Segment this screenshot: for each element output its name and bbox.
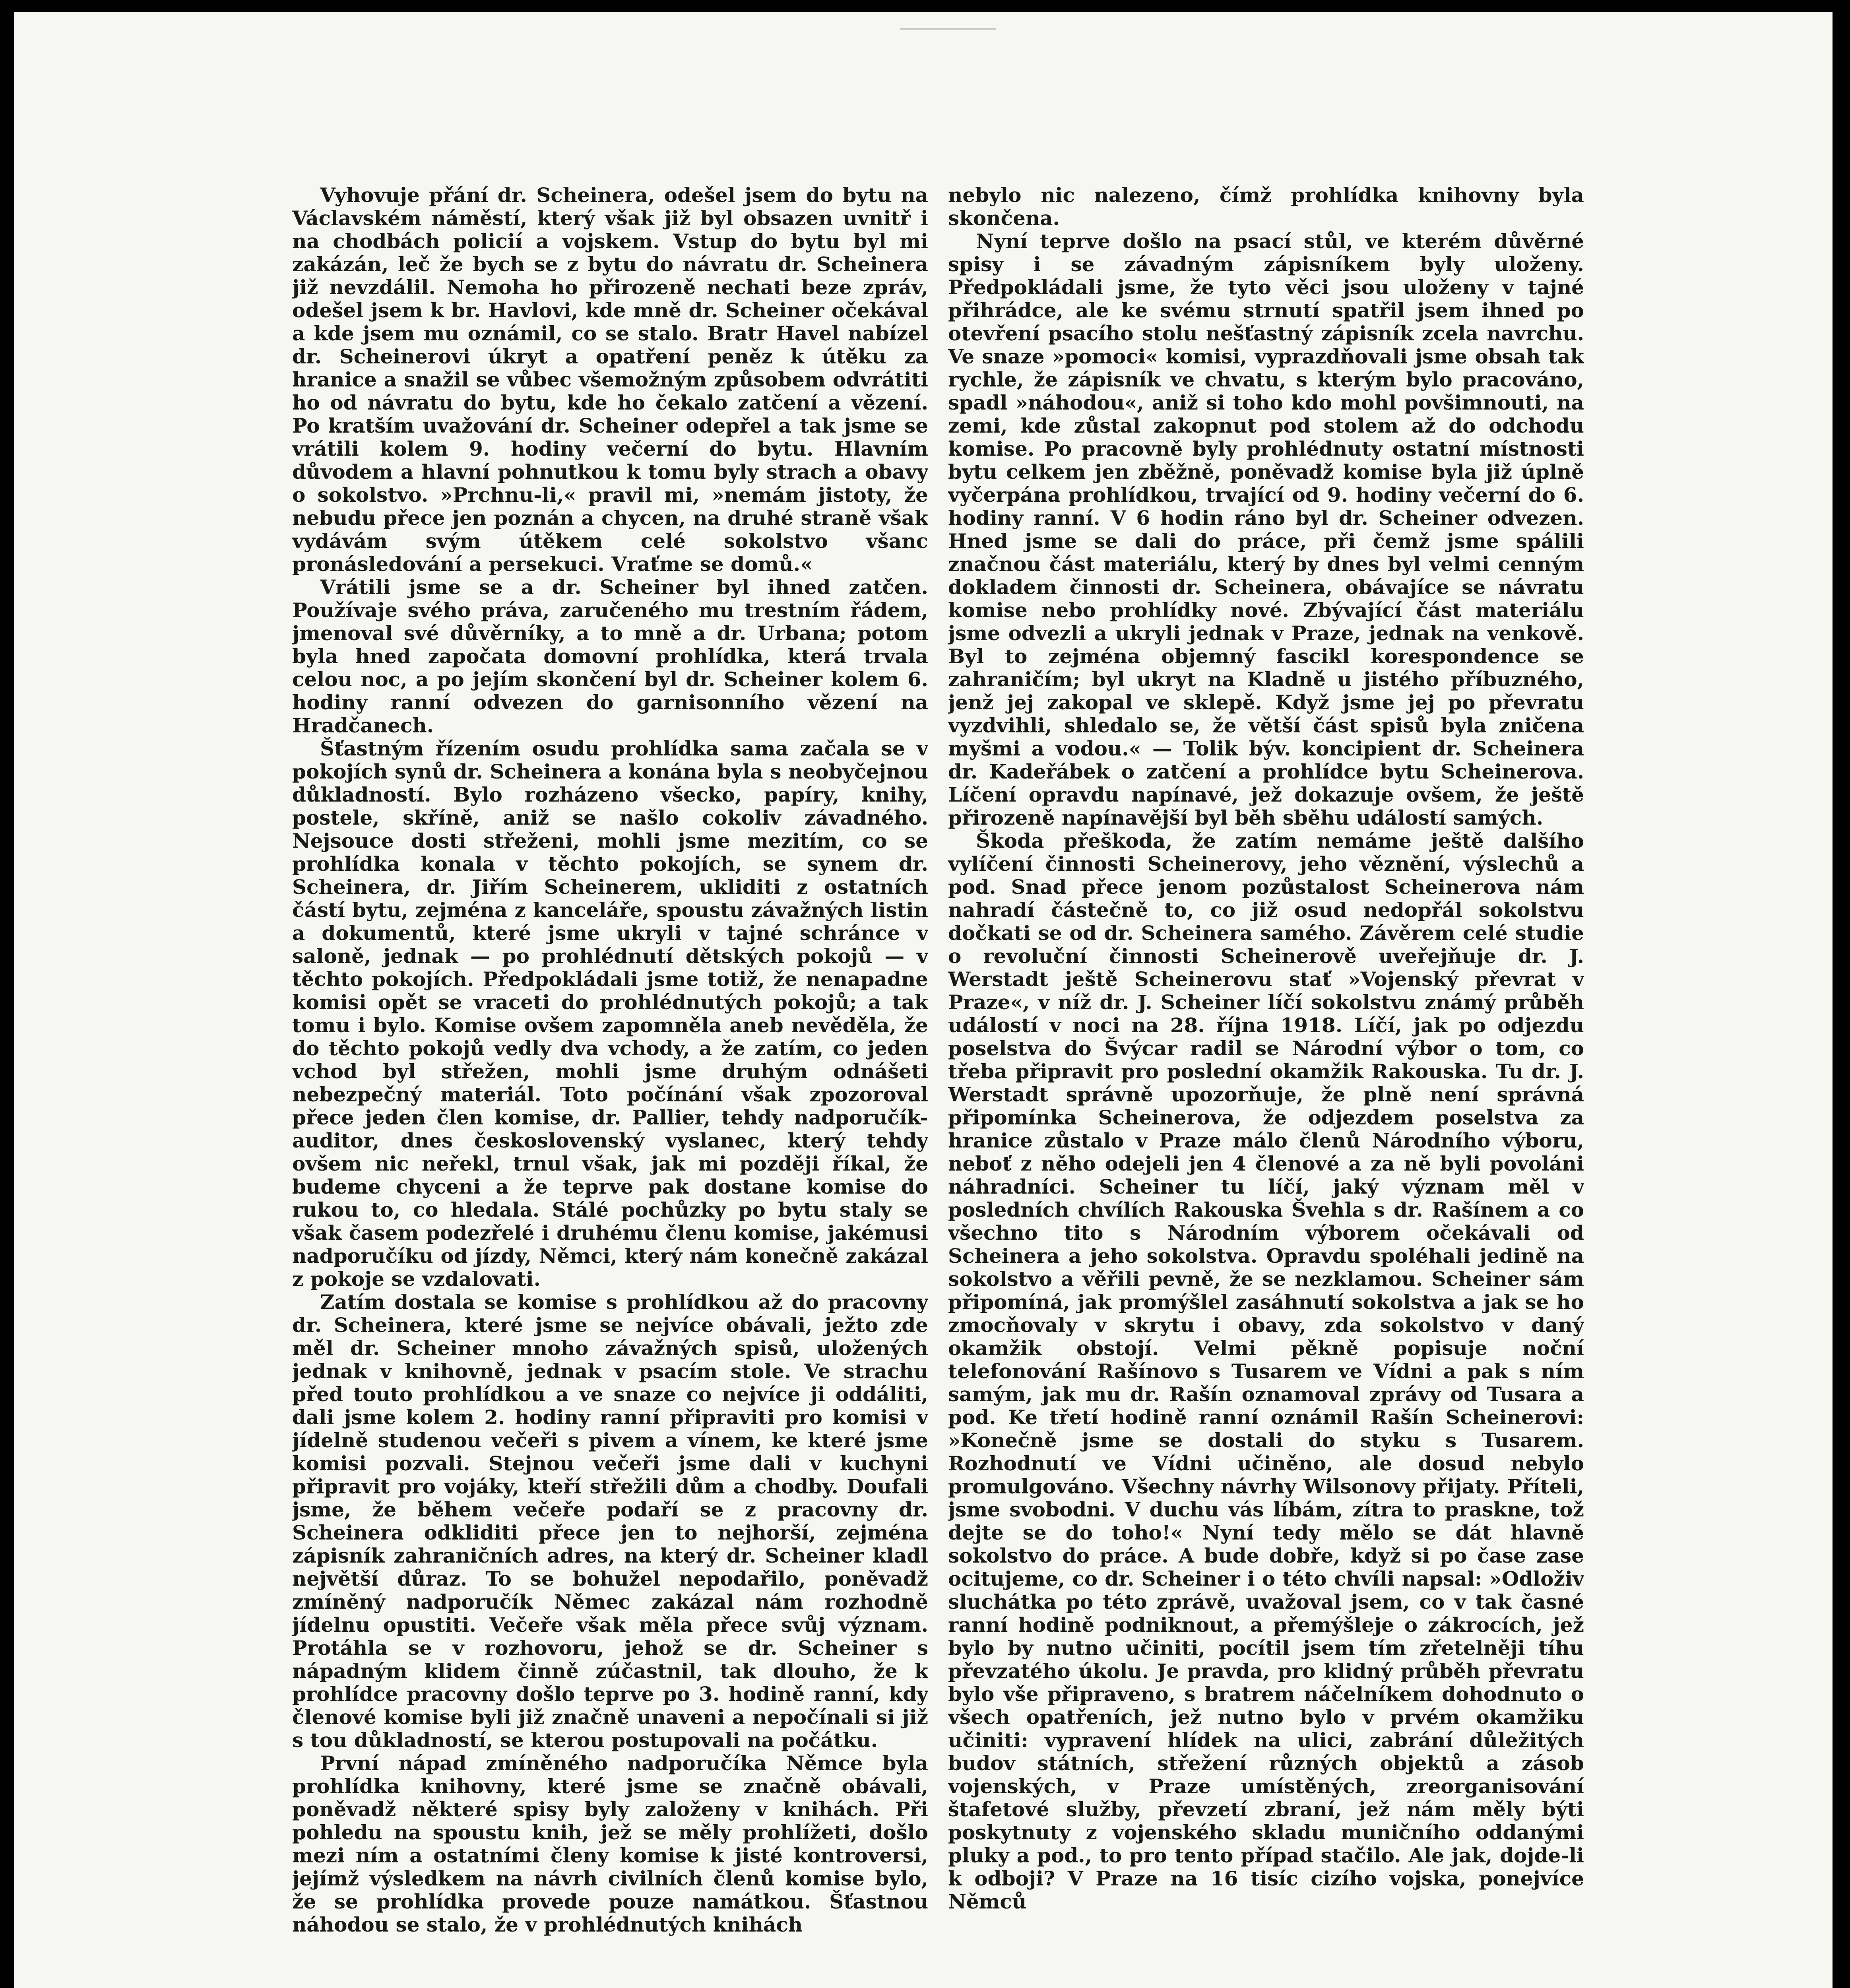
paragraph: nebylo nic nalezeno, čímž prohlídka knihovny byla skončena. (948, 184, 1584, 230)
top-edge-mark (900, 12, 996, 30)
text-columns (292, 184, 1584, 1988)
paragraph: První nápad zmíněného nadporučíka Němce byla prohlídka knihovny, které jsme se značně obávali, poněvadž některé spisy byly založeny v knihách. Při pohledu na spoustu knih, jež se měly prohlížeti, došlo mezi ním a ostatními členy komise k jisté kontroversi, jejímž výsledkem na návrh civilních členů komise bylo, že se prohlídka provede pouze namátkou. Šťastnou náhodou se stalo, že v prohlédnutých knihách (292, 1751, 928, 1936)
paragraph: Zatím dostala se komise s prohlídkou až do pracovny dr. Scheinera, které jsme se nejvíce obávali, ježto zde měl dr. Scheiner mnoho závažných spisů, uložených jednak v knihovně, jednak v psacím stole. Ve strachu před touto prohlídkou a ve snaze co nejvíce ji oddáliti, dali jsme kolem 2. hodiny ranní připraviti pro komisi v jídelně studenou večeři s pivem a vínem, ke které jsme komisi pozvali. Stejnou večeři jsme dali v kuchyni připravit pro vojáky, kteří střežili dům a chodby. Doufali jsme, že během večeře podaří se z pracovny dr. Scheinera odkliditi přece jen to nejhorší, zejména zápisník zahraničních adres, na který dr. Scheiner kladl největší důraz. To se bohužel nepodařilo, poněvadž zmíněný nadporučík Němec zakázal nám rozhodně jídelnu opustiti. Večeře však měla přece svůj význam. Protáhla se v rozhovoru, jehož se dr. Scheiner s nápadným klidem činně zúčastnil, tak dlouho, že k prohlídce pracovny došlo teprve po 3. hodině ranní, kdy členové komise byli již značně unaveni a nepočínali si již s tou důkladností, se kterou postupovali na počátku. (292, 1290, 928, 1752)
page-sheet (14, 12, 1833, 1988)
paragraph: Šťastným řízením osudu prohlídka sama začala se v pokojích synů dr. Scheinera a konána byla s neobyčejnou důkladností. Bylo rozházeno všecko, papíry, knihy, postele, skříně, aniž se našlo cokoliv závadného. Nejsouce dosti střeženi, mohli jsme mezitím, co se prohlídka konala v těchto pokojích, se synem dr. Scheinera, dr. Jiřím Scheinerem, ukliditi z ostatních částí bytu, zejména z kanceláře, spoustu závažných listin a dokumentů, které jsme ukryli v tajné schránce v saloně, jednak — po prohlédnutí dětských pokojů — v těchto pokojích. Předpokládali jsme totiž, že nenapadne komisi opět se vraceti do prohlédnutých pokojů; a tak tomu i bylo. Komise ovšem zapomněla aneb nevěděla, že do těchto pokojů vedly dva vchody, a že zatím, co jeden vchod byl střežen, mohli jsme druhým odnášeti nebezpečný materiál. Toto počínání však zpozoroval přece jeden člen komise, dr. Pallier, tehdy nadporučík-auditor, dnes československý vyslanec, který tehdy ovšem nic neřekl, trnul však, jak mi později říkal, že budeme chyceni a že teprve pak dostane komise do rukou to, co hledala. Stálé pochůzky po bytu staly se však časem podezřelé i druhému členu komise, jakémusi nadporučíku od jízdy, Němci, který nám konečně zakázal z pokoje se vzdalovati. (292, 737, 928, 1291)
paragraph: Vrátili jsme se a dr. Scheiner byl ihned zatčen. Používaje svého práva, zaručeného mu trestním řádem, jmenoval své důvěrníky, a to mně a dr. Urbana; potom byla hned započata domovní prohlídka, která trvala celou noc, a po jejím skončení byl dr. Scheiner kolem 6. hodiny ranní odvezen do garnisonního vězení na Hradčanech. (292, 575, 928, 737)
column-right (948, 184, 1584, 1988)
paragraph: Škoda přeškoda, že zatím nemáme ještě dalšího vylíčení činnosti Scheinerovy, jeho věznění, výslechů a pod. Snad přece jenom pozůstalost Scheinerova nám nahradí částečně to, co již osud nedopřál sokolstvu dočkati se od dr. Scheinera samého. Závěrem celé studie o revoluční činnosti Scheinerově uveřejňuje dr. J. Werstadt ještě Scheinerovu stať »Vojenský převrat v Praze«, v níž dr. J. Scheiner líčí sokolstvu známý průběh událostí v noci na 28. října 1918. Líčí, jak po odjezdu poselstva do Švýcar radil se Národní výbor o tom, co třeba připravit pro poslední okamžik Rakouska. Tu dr. J. Werstadt správně upozorňuje, že plně není správná připomínka Scheinerova, že odjezdem poselstva za hranice zůstalo v Praze málo členů Národního výboru, neboť z něho odejeli jen 4 členové a za ně byli povoláni náhradníci. Scheiner tu líčí, jaký význam měl v posledních chvílích Rakouska Švehla s dr. Rašínem a co všechno tito s Národním výborem očekávali od Scheinera a jeho sokolstva. Opravdu spoléhali jedině na sokolstvo a věřili pevně, že se nezklamou. Scheiner sám připomíná, jak promýšlel zasáhnutí sokolstva a jak se ho zmocňovaly v skrytu i obavy, zda sokolstvo v daný okamžik obstojí. Velmi pěkně popisuje noční telefonování Rašínovo s Tusarem ve Vídni a pak s ním samým, jak mu dr. Rašín oznamoval zprávy od Tusara a pod. Ke třetí hodině ranní oznámil Rašín Scheinerovi: »Konečně jsme se dostali do styku s Tusarem. Rozhodnutí ve Vídni učiněno, ale dosud nebylo promulgováno. Všechny návrhy Wilsonovy přijaty. Příteli, jsme svobodni. V duchu vás líbám, zítra to praskne, tož dejte se do toho!« Nyní tedy mělo se dát hlavně sokolstvo do práce. A bude dobře, když si po čase zase ocitujeme, co dr. Scheiner i o této chvíli napsal: »Odloživ sluchátka po této zprávě, uvažoval jsem, co v tak časné ranní hodině podniknout, a přemýšleje o zákrocích, jež bylo by nutno učiniti, pocítil jsem tím zřetelněji tíhu převzatého úkolu. Je pravda, pro klidný průběh převratu bylo vše připraveno, s bratrem náčelníkem dohodnuto o všech opatřeních, jež nutno bylo v prvém okamžiku učiniti: vypravení hlídek na ulici, zabrání důležitých budov státních, střežení různých objektů a zásob vojenských, v Praze umístěných, zreorganisování štafetové služby, převzetí zbraní, jež nám měly býti poskytnuty z vojenského skladu muničního oddanými pluky a pod., to pro tento případ stačilo. Ale jak, dojde-li k odboji? V Praze na 16 tisíc cizího vojska, ponejvíce Němců (948, 829, 1584, 1913)
paragraph: Nyní teprve došlo na psací stůl, ve kterém důvěrné spisy i se závadným zápisníkem byly uloženy. Předpokládali jsme, že tyto věci jsou uloženy v tajné přihrádce, ale ke svému strnutí spatřil jsem ihned po otevření psacího stolu nešťastný zápisník zcela navrchu. Ve snaze »pomoci« komisi, vyprazdňovali jsme obsah tak rychle, že zápisník ve chvatu, s kterým bylo pracováno, spadl »náhodou«, aniž si toho kdo mohl povšimnouti, na zemi, kde zůstal zakopnut pod stolem až do odchodu komise. Po pracovně byly prohlédnuty ostatní místnosti bytu celkem jen zběžně, poněvadž komise byla již úplně vyčerpána prohlídkou, trvající od 9. hodiny večerní do 6. hodiny ranní. V 6 hodin ráno byl dr. Scheiner odvezen. Hned jsme se dali do práce, při čemž jsme spálili značnou část materiálu, který by dnes byl velmi cenným dokladem činnosti dr. Scheinera, obávajíce se návratu komise nebo prohlídky nové. Zbývající část materiálu jsme odvezli a ukryli jednak v Praze, jednak na venkově. Byl to zejména objemný fascikl korespondence se zahraničím; byl ukryt na Kladně u jistého příbuzného, jenž jej zakopal ve sklepě. Když jsme jej po převratu vyzdvihli, shledalo se, že větší část spisů byla zničena myšmi a vodou.« — Tolik býv. koncipient dr. Scheinera dr. Kadeřábek o zatčení a prohlídce bytu Scheinerova. Líčení opravdu napínavé, jež dokazuje ovšem, že ještě přirozeně napínavější byl běh sběhu událostí samých. (948, 229, 1584, 829)
paragraph: Vyhovuje přání dr. Scheinera, odešel jsem do bytu na Václavském náměstí, který však již byl obsazen uvnitř i na chodbách policií a vojskem. Vstup do bytu byl mi zakázán, leč že bych se z bytu do návratu dr. Scheinera již nevzdálil. Nemoha ho přirozeně nechati beze zpráv, odešel jsem k br. Havlovi, kde mně dr. Scheiner očekával a kde jsem mu oznámil, co se stalo. Bratr Havel nabízel dr. Scheinerovi úkryt a opatření peněz k útěku za hranice a snažil se vůbec všemožným způsobem odvrátiti ho od návratu do bytu, kde ho čekalo zatčení a vězení. Po kratším uvažování dr. Scheiner odepřel a tak jsme se vrátili kolem 9. hodiny večerní do bytu. Hlavním důvodem a hlavní pohnutkou k tomu byly strach a obavy o sokolstvo. »Prchnu-li,« pravil mi, »nemám jistoty, že nebudu přece jen poznán a chycen, na druhé straně však vydávám svým útěkem celé sokolstvo všanc pronásledování a persekuci. Vraťme se domů.« (292, 184, 928, 576)
column-left (292, 184, 928, 1988)
